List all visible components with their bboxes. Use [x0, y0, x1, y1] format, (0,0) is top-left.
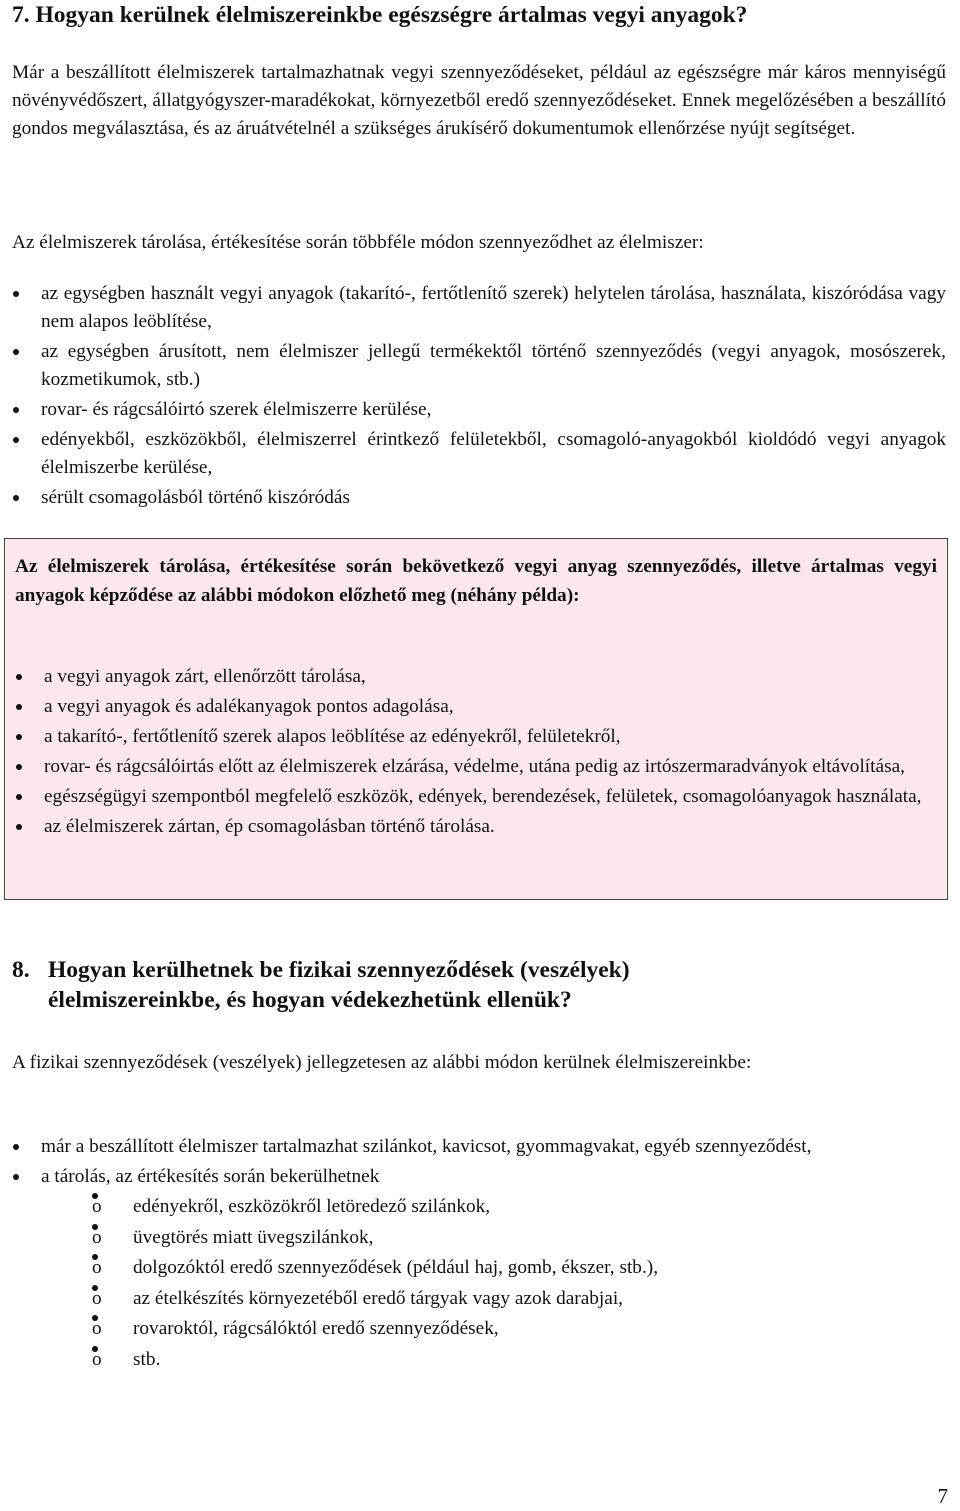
list-item: a takarító-, fertőtlenítő szerek alapos leöblítése az edényekről, felületekről,: [15, 723, 937, 751]
list-item: a vegyi anyagok és adalékanyagok pontos adagolása,: [15, 693, 937, 721]
page-number: 7: [937, 1484, 948, 1508]
section-8-list: [12, 1133, 946, 1376]
sublist-item: o az ételkészítés környezetéből eredő tárgyak vagy azok darabjai,: [92, 1285, 946, 1314]
section-8-heading-line2: élelmiszereinkbe, és hogyan védekezhetünk ellenük?: [48, 987, 572, 1013]
highlight-box-list: [15, 663, 937, 843]
section-8-sublist: [12, 1193, 946, 1374]
section-8-intro: A fizikai szennyeződések (veszélyek) jellegzetesen az alábbi módon kerülnek élelmiszereinkbe:: [12, 1052, 752, 1073]
section-7-list: [12, 280, 946, 514]
list-item: a vegyi anyagok zárt, ellenőrzött tárolása,: [15, 663, 937, 691]
list-item: az egységben használt vegyi anyagok (takarító-, fertőtlenítő szerek) helytelen tárolása, használata, kiszóródása vagy nem alapos leöblítése,: [12, 280, 946, 336]
list-item: már a beszállított élelmiszer tartalmazhat szilánkot, kavicsot, gyommagvakat, egyéb szennyeződést,: [12, 1133, 946, 1161]
list-item: rovar- és rágcsálóirtás előtt az élelmiszerek elzárása, védelme, utána pedig az irtószermaradványok eltávolítása,: [15, 753, 937, 781]
section-8-number: 8.: [12, 957, 30, 983]
highlight-box-title: Az élelmiszerek tárolása, értékesítése során bekövetkező vegyi anyag szennyeződés, illetve ártalmas vegyi anyagok képződése az alábbi módokon előzhető meg (néhány példa):: [15, 556, 937, 606]
list-item: az egységben árusított, nem élelmiszer jellegű termékektől történő szennyeződés (vegyi anyagok, mosószerek, kozmetikumok, stb.): [12, 338, 946, 394]
section-7-lead: Az élelmiszerek tárolása, értékesítése során többféle módon szennyeződhet az élelmiszer:: [12, 232, 704, 253]
section-7-intro: Már a beszállított élelmiszerek tartalmazhatnak vegyi szennyeződéseket, például az egészségre már káros mennyiségű növényvédőszert, állatgyógyszer-maradékokat, környezetből eredő szennyeződéseket. Ennek megelőzésében a beszállító gondos megválasztása, és az áruátvételnél a szükséges árukísérő dokumentumok ellenőrzése nyújt segítséget.: [12, 62, 946, 139]
list-item: [12, 1163, 946, 1374]
list-item: az élelmiszerek zártan, ép csomagolásban történő tárolása.: [15, 813, 937, 841]
sublist-item: o rovaroktól, rágcsálóktól eredő szennyeződések,: [92, 1315, 946, 1344]
list-item: egészségügyi szempontból megfelelő eszközök, edények, berendezések, felületek, csomagolóanyagok használata,: [15, 783, 937, 811]
highlight-box: [4, 538, 948, 900]
list-item: rovar- és rágcsálóirtó szerek élelmiszerre kerülése,: [12, 396, 946, 424]
sublist-item: o stb.: [92, 1346, 946, 1375]
sublist-item: o edényekről, eszközökről letöredező szilánkok,: [92, 1193, 946, 1222]
section-7-heading: 7. Hogyan kerülnek élelmiszereinkbe egészségre ártalmas vegyi anyagok?: [12, 2, 748, 28]
sublist-item: o üvegtörés miatt üvegszilánkok,: [92, 1224, 946, 1253]
sublist-item: o dolgozóktól eredő szennyeződések (például haj, gomb, ékszer, stb.),: [92, 1254, 946, 1283]
list-item: edényekből, eszközökből, élelmiszerrel érintkező felületekből, csomagoló-anyagokból kioldódó vegyi anyagok élelmiszerbe kerülése,: [12, 426, 946, 482]
section-8-heading: [12, 955, 946, 1015]
list-item: sérült csomagolásból történő kiszóródás: [12, 484, 946, 512]
section-8-heading-line1: Hogyan kerülhetnek be fizikai szennyeződések (veszélyek): [48, 957, 630, 983]
list-item-text: a tárolás, az értékesítés során bekerülhetnek: [41, 1166, 380, 1187]
